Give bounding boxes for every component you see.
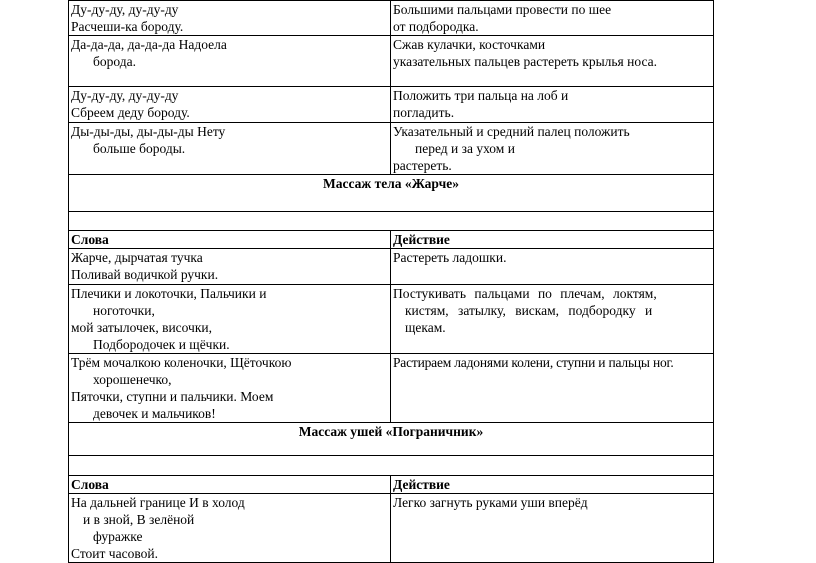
blank-cell xyxy=(69,456,714,476)
massage-table xyxy=(68,0,714,563)
words-line: девочек и мальчиков! xyxy=(93,406,216,421)
table-row xyxy=(69,123,714,175)
action-line: Постукивать пальцами по плечам, локтям, xyxy=(393,286,657,301)
words-cell xyxy=(69,1,391,36)
words-cell xyxy=(69,87,391,123)
words-line: Ды-ды-ды, ды-ды-ды Нету xyxy=(71,124,226,139)
action-cell xyxy=(391,36,714,87)
words-line: Стоит часовой. xyxy=(71,546,158,561)
column-header-words: Слова xyxy=(69,231,391,249)
column-header-words: Слова xyxy=(69,476,391,494)
action-cell xyxy=(391,1,714,36)
column-header-row xyxy=(69,231,714,249)
action-line: Растереть ладошки. xyxy=(393,250,507,265)
words-cell xyxy=(69,494,391,563)
action-line: перед и за ухом и xyxy=(415,141,515,156)
blank-cell xyxy=(69,212,714,231)
words-line: ноготочки, xyxy=(93,303,155,318)
words-cell xyxy=(69,249,391,285)
table-row xyxy=(69,36,714,87)
action-cell xyxy=(391,285,714,354)
words-line: Поливай водичкой ручки. xyxy=(71,267,219,282)
section-title-row xyxy=(69,175,714,212)
table-row xyxy=(69,87,714,123)
words-line: Да-да-да, да-да-да Надоела xyxy=(71,37,227,52)
words-line: Пяточки, ступни и пальчики. Моем xyxy=(71,389,274,404)
words-line: Расчеши-ка бороду. xyxy=(71,19,184,34)
words-line: больше бороды. xyxy=(93,141,186,156)
action-cell xyxy=(391,494,714,563)
section-title-row xyxy=(69,423,714,456)
action-line: от подбородка. xyxy=(393,19,479,34)
action-cell xyxy=(391,87,714,123)
action-line: Указательный и средний палец положить xyxy=(393,124,630,139)
action-line: Большими пальцами провести по шее xyxy=(393,2,612,17)
blank-row xyxy=(69,456,714,476)
words-cell xyxy=(69,285,391,354)
words-cell xyxy=(69,354,391,423)
column-header-action: Действие xyxy=(391,231,714,249)
action-line: кистям, затылку, вискам, подбородку и xyxy=(405,303,653,318)
action-line: растереть. xyxy=(393,158,452,173)
table-row xyxy=(69,494,714,563)
action-cell xyxy=(391,249,714,285)
table-row xyxy=(69,285,714,354)
table-row xyxy=(69,1,714,36)
section-title: Массаж тела «Жарче» xyxy=(69,175,714,212)
section-title: Массаж ушей «Пограничник» xyxy=(69,423,714,456)
words-line: Трём мочалкою коленочки, Щёточкою xyxy=(71,355,292,370)
words-line: мой затылочек, височки, xyxy=(71,320,213,335)
words-line: хорошенечко, xyxy=(93,372,172,387)
column-header-action: Действие xyxy=(391,476,714,494)
action-cell xyxy=(391,123,714,175)
words-line: Жарче, дырчатая тучка xyxy=(71,250,203,265)
action-line: погладить. xyxy=(393,105,455,120)
action-line: Положить три пальца на лоб и xyxy=(393,88,569,103)
action-line: указательных пальцев растереть крылья носа. xyxy=(393,54,657,69)
words-line: и в зной, В зелёной xyxy=(83,512,195,527)
words-line: Ду-ду-ду, ду-ду-ду xyxy=(71,2,179,17)
action-line: Легко загнуть руками уши вперёд xyxy=(393,495,588,510)
column-header-row xyxy=(69,476,714,494)
action-cell xyxy=(391,354,714,423)
words-cell xyxy=(69,36,391,87)
action-line: Сжав кулачки, косточками xyxy=(393,37,546,52)
words-line: На дальней границе И в холод xyxy=(71,495,245,510)
words-line: Подбородочек и щёчки. xyxy=(93,337,230,352)
table-row xyxy=(69,249,714,285)
action-line: Растираем ладонями колени, ступни и пальцы ног. xyxy=(393,355,674,370)
blank-row xyxy=(69,212,714,231)
table-row xyxy=(69,354,714,423)
words-line: Ду-ду-ду, ду-ду-ду xyxy=(71,88,179,103)
words-line: Сбреем деду бороду. xyxy=(71,105,190,120)
words-line: борода. xyxy=(93,54,136,69)
words-line: Плечики и локоточки, Пальчики и xyxy=(71,286,267,301)
words-cell xyxy=(69,123,391,175)
action-line: щекам. xyxy=(405,320,446,335)
words-line: фуражке xyxy=(93,529,143,544)
